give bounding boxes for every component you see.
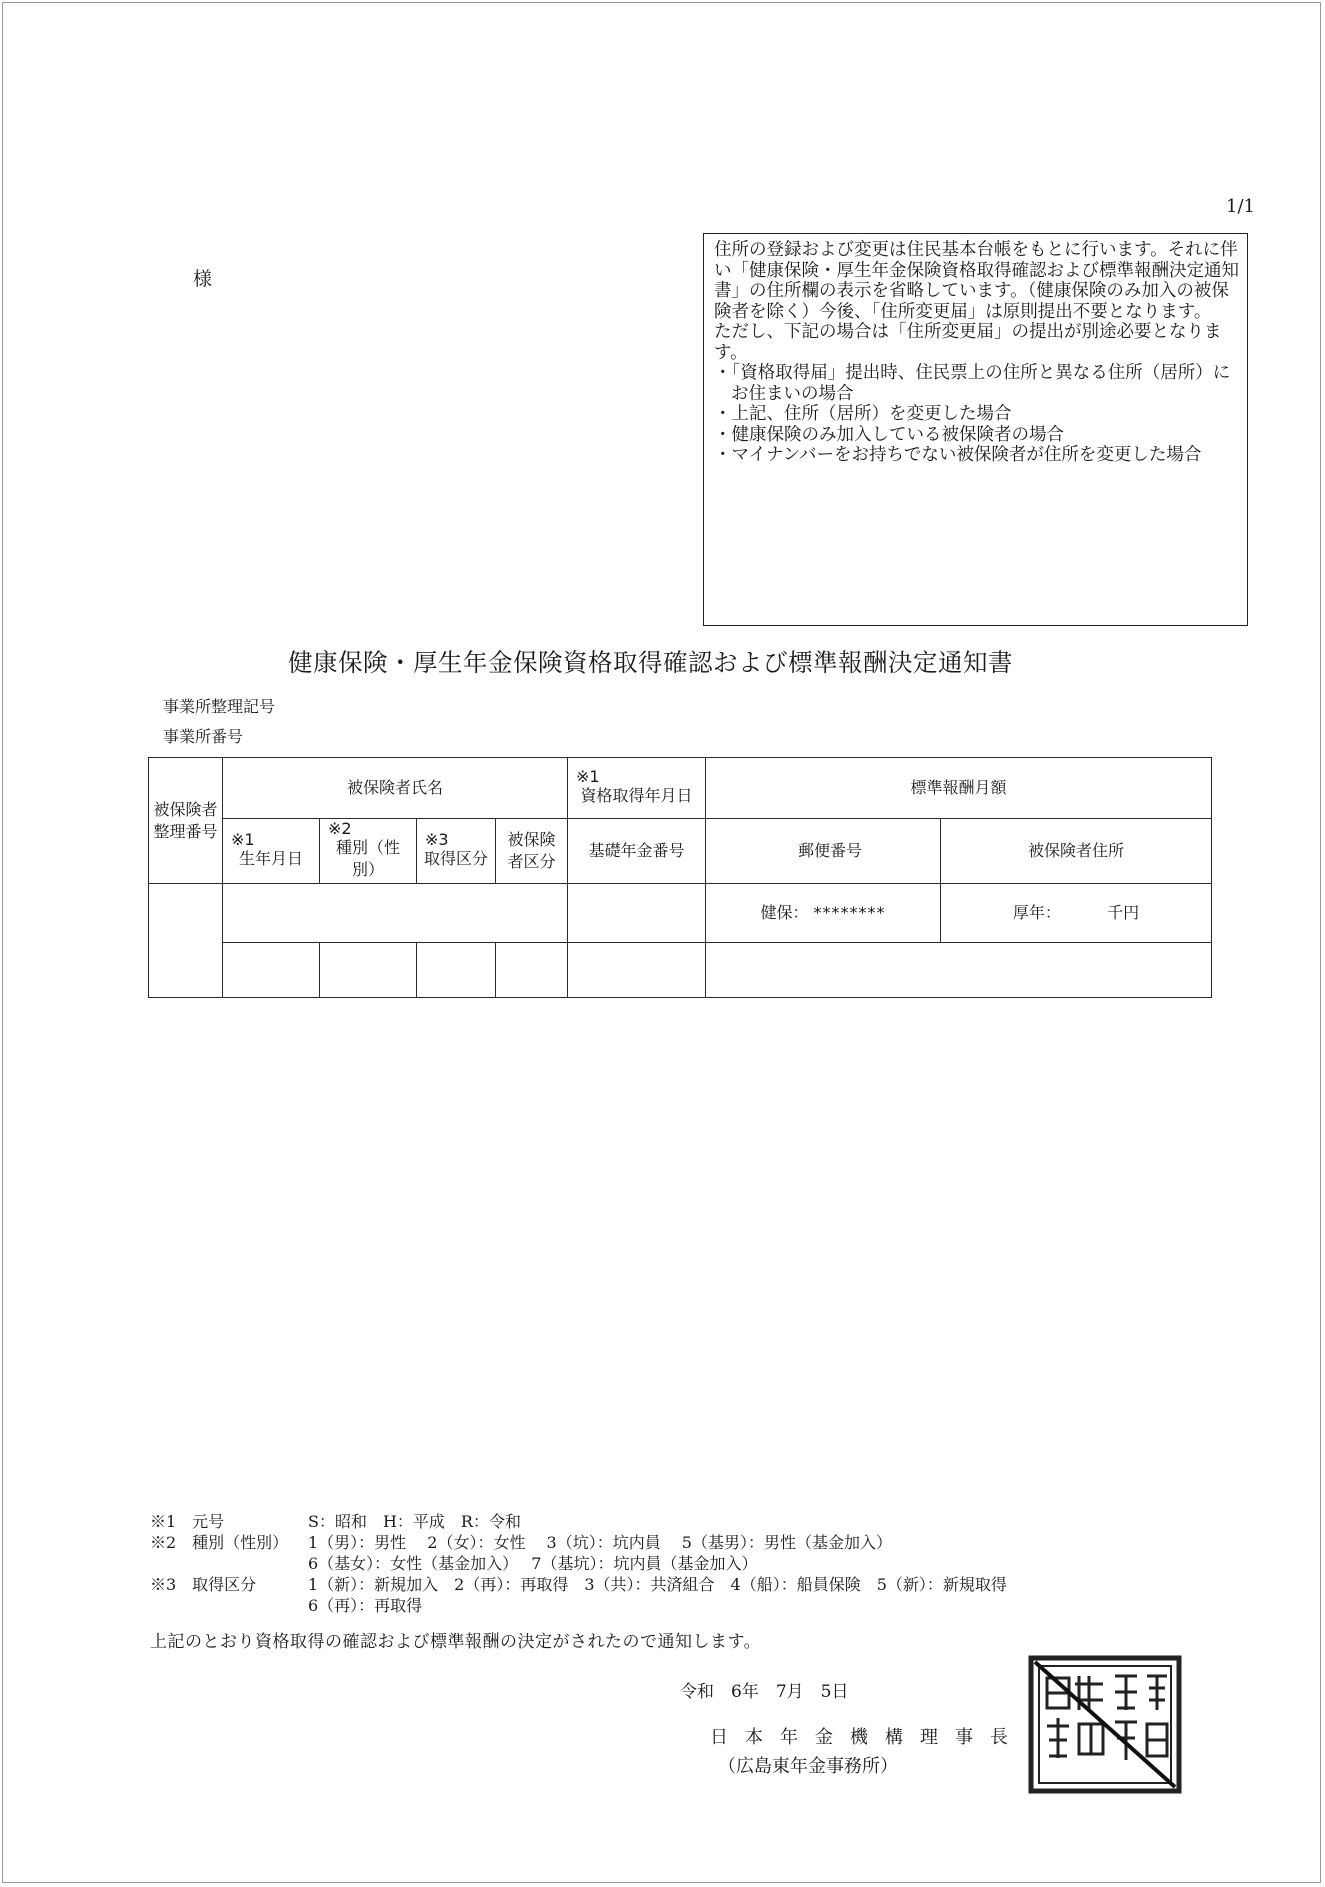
birth-date-label: 生年月日 [238,849,303,868]
pension-unit: 千円 [1107,903,1140,922]
acquisition-class-cell [417,943,496,998]
footnote-text: S：昭和 H：平成 R：令和 [308,1512,521,1531]
office-number-label: 事業所番号 [163,727,244,746]
insured-name-header: 被保険者氏名 [223,758,568,819]
footnotes [150,1511,1088,1616]
note-mark: ※2 [328,819,352,838]
footnote-key: ※2 種別（性別） [150,1533,289,1552]
insured-number-header: 被保険者整理番号 [149,758,223,884]
insured-detail-table [148,757,1212,998]
type-gender-header [320,819,417,884]
birth-date-cell [223,943,320,998]
pension-pay-cell [941,884,1212,943]
acquisition-date-cell [568,884,706,943]
pension-number-cell [568,943,706,998]
notice-paragraph: ただし、下記の場合は「住所変更届」の提出が別途必要となります。 [714,322,1222,363]
pension-label: 厚年： [1012,903,1061,922]
acquisition-date-header [568,758,706,819]
postal-code-header: 郵便番号 [706,819,941,884]
type-gender-cell [320,943,417,998]
footnote-type [150,1532,1088,1553]
insured-class-header: 被保険者区分 [496,819,568,884]
notice-bullet: ・マイナンバーをお持ちでない被保険者が住所を変更した場合 [714,445,1202,465]
acquisition-class-header [417,819,496,884]
standard-pay-header: 標準報酬月額 [706,758,1212,819]
addressee-suffix: 様 [193,268,213,290]
notice-bullet: ・健康保険のみ加入している被保険者の場合 [714,424,1064,445]
note-mark: ※1 [231,830,255,849]
insured-address-header: 被保険者住所 [941,819,1212,884]
issue-date: 令和 6年 7月 5日 [680,1682,849,1702]
office-control-symbol-label: 事業所整理記号 [163,697,276,716]
health-insurance-pay-cell [706,884,941,943]
acquisition-date-label: 資格取得年月日 [580,786,693,805]
footnote-text: 1（男）：男性 2（女）：女性 3（坑）：坑内員 5（基男）：男性（基金加入） [308,1533,892,1552]
insured-name-cell [223,884,568,943]
birth-date-header [223,819,320,884]
footnote-era [150,1511,1088,1532]
conclusion-statement: 上記のとおり資格取得の確認および標準報酬の決定がされたので通知します。 [150,1632,762,1652]
health-insurance-label: 健保： [760,903,809,922]
footnote-text: 6（再）：再取得 [308,1596,423,1615]
footnote-text: 6（基女）：女性（基金加入） 7（基坑）：坑内員（基金加入） [308,1554,758,1573]
address-notice-box [703,233,1248,626]
branch-office: （広島東年金事務所） [718,1756,898,1777]
footnote-text: 1（新）：新規加入 2（再）：再取得 3（共）：共済組合 4（船）：船員保険 5（新）：新規取得 [308,1575,1007,1594]
issuer-name: 日本年金機構理事長 [710,1727,1025,1748]
insured-class-cell [496,943,568,998]
type-gender-label: 種別（性別） [335,838,400,879]
footnote-key: ※3 取得区分 [150,1575,257,1594]
notice-paragraph: 住所の登録および変更は住民基本台帳をもとに行います。それに伴い「健康保険・厚生年金保険資格取得確認および標準報酬決定通知書」の住所欄の表示を省略しています。（健康保険のみ加入の被保険者を除く）今後、「住所変更届」は原則提出不要となります。 [714,240,1239,322]
address-cell [706,943,1212,998]
notice-bullet: ・「資格取得届」提出時、住民票上の住所と異なる住所（居所）にお住まいの場合 [714,363,1231,404]
note-mark: ※3 [425,830,449,849]
footnote-acquisition-class [150,1574,1088,1595]
official-seal-stamp [1025,1652,1185,1797]
acquisition-class-label: 取得区分 [423,849,488,868]
pension-number-header: 基礎年金番号 [568,819,706,884]
document-title: 健康保険・厚生年金保険資格取得確認および標準報酬決定通知書 [288,648,1013,677]
note-mark: ※1 [576,767,600,786]
footnote-key: ※1 元号 [150,1512,225,1531]
health-insurance-value: ******** [813,903,886,922]
page-number: 1/1 [1226,196,1255,217]
notice-bullet: ・上記、住所（居所）を変更した場合 [714,404,1012,424]
insured-number-cell [149,884,223,998]
